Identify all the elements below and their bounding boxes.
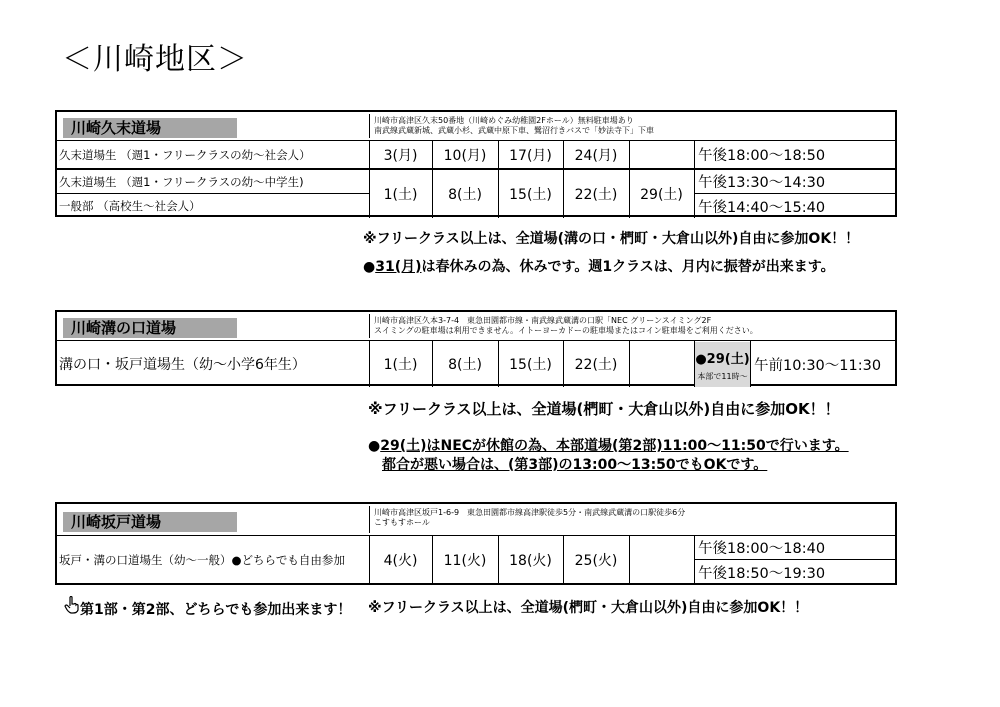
mizonokuchi-dojo-name: 川崎溝の口道場 <box>63 318 237 338</box>
hisasue-header <box>57 112 895 141</box>
hisasue-address-line-1: 川崎市高津区久末50番地（川崎めぐみ幼稚園2Fホール）無料駐車場あり <box>374 116 634 125</box>
hisasue-note-text: は春休みの為、休みです。週1クラスは、月内に振替が出来ます。 <box>421 259 835 275</box>
hisasue-row1-label: 久末道場生 （週1・フリークラスの幼～社会人） <box>59 147 311 162</box>
hisasue-row2-date: 22(土) <box>574 187 618 203</box>
hisasue-row2-time-b: 午後14:40～15:40 <box>698 199 826 216</box>
sakado-row1-date: 4(火) <box>383 553 418 569</box>
sakado-row1-time-b: 午後18:50～19:30 <box>698 565 826 582</box>
mizonokuchi-note-line-2: 都合が悪い場合は、(第3部)の13:00～13:50でもOKです。 <box>382 457 768 473</box>
pointing-hand-icon <box>64 596 80 618</box>
hisasue-note-holiday <box>363 256 835 276</box>
hisasue-row1-date: 24(月) <box>574 147 618 164</box>
sakado-rows <box>57 536 895 584</box>
sakado-row1-date: 11(火) <box>443 553 487 569</box>
hisasue-row2-date: 1(土) <box>383 187 418 203</box>
mizonokuchi-note-line-1: 29(土)はNECが休館の為、本部道場(第2部)11:00～11:50で行います。 <box>380 438 849 454</box>
hisasue-note-free-class: ※フリークラス以上は、全道場(溝の口・椚町・大倉山以外)自由に参加OK！！ <box>363 231 860 247</box>
mizonokuchi-note-free-class: ※フリークラス以上は、全道場(椚町・大倉山以外)自由に参加OK！！ <box>368 400 840 418</box>
hisasue-block <box>55 110 897 217</box>
bullet-icon: ● <box>368 438 381 454</box>
sakado-row1-label: 坂戸・溝の口道場生（幼～一般）●どちらでも自由参加 <box>59 553 345 567</box>
mizonokuchi-row1-date: 8(土) <box>448 357 482 373</box>
hisasue-row2-label-b: 一般部 （高校生～社会人） <box>59 199 201 213</box>
sakado-row1-date <box>629 536 694 584</box>
hisasue-address-line-2: 南武線武蔵新城、武蔵小杉、武蔵中原下車、鷺沼行きバスで「妙法寺下」下車 <box>374 126 654 135</box>
sakado-note-left <box>64 596 351 619</box>
mizonokuchi-address-line-1: 川崎市高津区久本3-7-4 東急田園都市線・南武線武蔵溝の口駅「NEC グリーンスイミング2F <box>374 316 712 325</box>
page-title: ＜川崎地区＞ <box>62 42 248 77</box>
sakado-address <box>369 506 894 533</box>
hisasue-dojo-name: 川崎久末道場 <box>63 118 237 138</box>
hisasue-row1-date: 10(月) <box>443 147 487 164</box>
mizonokuchi-row1-time: 午前10:30～11:30 <box>754 357 882 374</box>
hisasue-note-date: 31(月) <box>375 259 422 275</box>
sakado-block <box>55 502 897 585</box>
mizonokuchi-note-alt <box>382 454 767 474</box>
hisasue-row2-time-a: 午後13:30～14:30 <box>698 175 826 191</box>
mizonokuchi-note-closed <box>368 435 849 455</box>
hisasue-row2-date: 15(土) <box>509 187 552 203</box>
hisasue-row2-label-a: 久末道場生 （週1・フリークラスの幼～中学生) <box>59 174 304 189</box>
mizonokuchi-special-note: 本部で11時～ <box>697 371 748 381</box>
sakado-row1-date: 25(火) <box>574 553 618 569</box>
hisasue-row2-date: 29(土) <box>640 187 683 203</box>
sakado-note-left-text: 第1部・第2部、どちらでも参加出来ます！ <box>80 602 352 618</box>
mizonokuchi-row1-date: 1(土) <box>383 357 418 373</box>
mizonokuchi-address <box>369 314 894 338</box>
sakado-row1-date: 18(火) <box>509 553 552 569</box>
mizonokuchi-header <box>57 312 895 341</box>
hisasue-row2-date: 8(土) <box>448 187 482 203</box>
sakado-dojo-name: 川崎坂戸道場 <box>63 512 237 532</box>
mizonokuchi-row1-label: 溝の口・坂戸道場生（幼～小学6年生） <box>59 357 306 373</box>
sakado-header <box>57 504 895 536</box>
hisasue-row1-date: 17(月) <box>509 147 552 164</box>
hisasue-row1-date <box>629 141 694 168</box>
hisasue-row1-date: 3(月) <box>383 147 418 164</box>
bullet-icon: ● <box>363 259 376 275</box>
mizonokuchi-special-date-cell <box>695 342 750 387</box>
mizonokuchi-special-date: ●29(土) <box>695 351 750 367</box>
hisasue-rows <box>57 141 895 218</box>
mizonokuchi-block <box>55 310 897 386</box>
mizonokuchi-row1-date: 15(土) <box>509 357 552 373</box>
mizonokuchi-rows <box>57 341 895 387</box>
sakado-row1-time-a: 午後18:00～18:40 <box>698 541 826 557</box>
mizonokuchi-row1-date: 22(土) <box>574 357 618 373</box>
hisasue-row1-time: 午後18:00～18:50 <box>698 148 826 164</box>
sakado-address-line-1: 川崎市高津区坂戸1-6-9 東急田園都市線高津駅徒歩5分・南武線武蔵溝の口駅徒歩6分 <box>374 508 686 517</box>
hisasue-address <box>369 114 894 138</box>
sakado-address-line-2: こすもすホール <box>374 518 430 527</box>
sakado-note-right: ※フリークラス以上は、全道場(椚町・大倉山以外)自由に参加OK！！ <box>368 600 809 616</box>
mizonokuchi-address-line-2: スイミングの駐車場は利用できません。イトーヨーカドーの駐車場またはコイン駐車場をご利用ください。 <box>374 326 758 335</box>
